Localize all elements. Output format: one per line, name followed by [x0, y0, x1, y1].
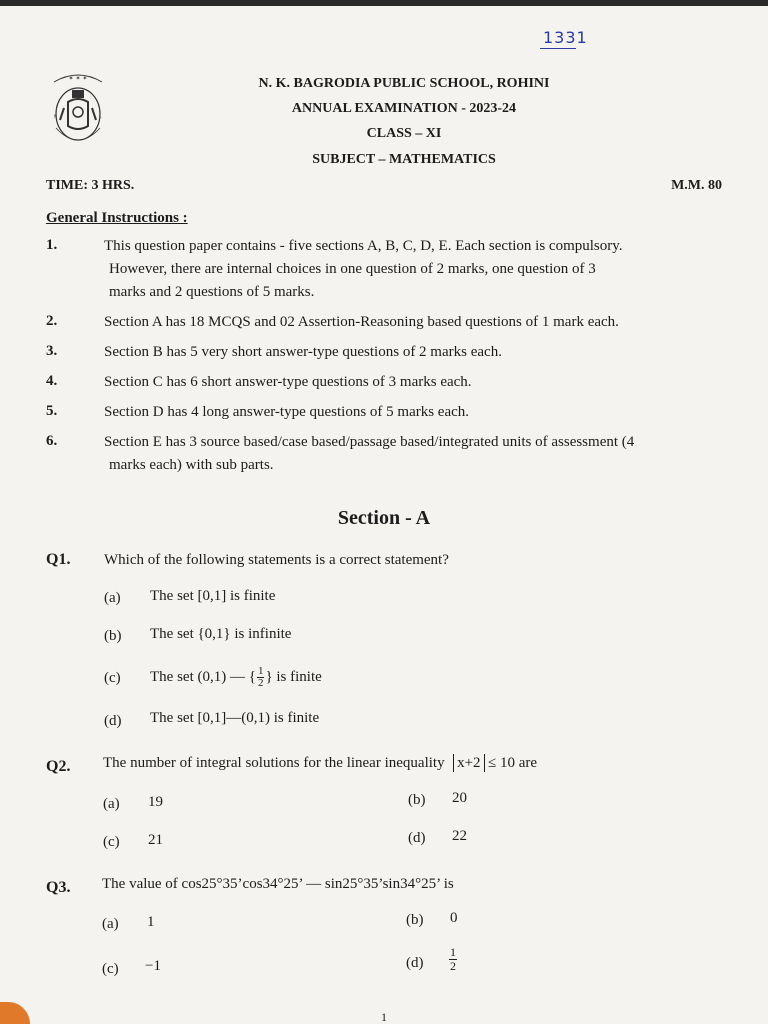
fraction-denominator: 2 [450, 959, 456, 973]
option-text: 1 [147, 914, 155, 930]
time-label: TIME: 3 HRS. [46, 178, 135, 193]
svg-text:N: N [54, 114, 57, 119]
instruction-line: Section E has 3 source based/case based/passage based/integrated units of assessment (4 [104, 434, 635, 450]
inequality-expression: x+2 [457, 755, 481, 771]
max-marks-label: M.M. 80 [671, 178, 722, 193]
option-text: The set {0,1} is infinite [150, 626, 292, 642]
section-title: Section - A [337, 507, 431, 529]
abs-bar-left [453, 754, 455, 772]
option-label: (a) [103, 796, 120, 812]
instruction-line: marks each) with sub parts. [109, 457, 274, 473]
option-label: (c) [102, 961, 119, 977]
instruction-number: 6. [46, 433, 58, 449]
abs-bar-right [484, 754, 486, 772]
question-text [103, 750, 537, 776]
option-text: The set [0,1]—(0,1) is finite [150, 710, 320, 726]
question-text: Which of the following statements is a correct statement? [104, 552, 449, 568]
instruction-number: 2. [46, 313, 58, 329]
instructions-title: General Instructions : [46, 210, 188, 226]
option-text: 20 [452, 790, 467, 806]
page-corner [0, 1002, 30, 1024]
svg-text:✶ ✶ ✶: ✶ ✶ ✶ [68, 75, 88, 82]
option-fraction-wrap [448, 946, 458, 973]
instruction-line: However, there are internal choices in one question of 2 marks, one question of 3 [109, 261, 596, 277]
exam-title: ANNUAL EXAMINATION - 2023-24 [291, 101, 517, 116]
option-text: 19 [148, 794, 163, 810]
option-text: The set [0,1] is finite [150, 588, 276, 604]
option-text: 21 [148, 832, 163, 848]
handwritten-underline [540, 48, 576, 49]
class-label: CLASS – XI [366, 126, 442, 141]
fraction-denominator: 2 [257, 676, 264, 689]
option-label: (c) [103, 834, 120, 850]
fraction [257, 666, 265, 689]
option-label: (b) [104, 628, 122, 644]
instruction-line: Section B has 5 very short answer-type questions of 2 marks each. [104, 344, 502, 360]
instruction-number: 5. [46, 403, 58, 419]
option-text-start: The set (0,1) — { [150, 668, 256, 685]
instruction-number: 4. [46, 373, 58, 389]
option-text: 22 [452, 828, 467, 844]
option-label: (d) [104, 713, 122, 729]
instruction-line: Section C has 6 short answer-type questions of 3 marks each. [104, 374, 472, 390]
option-text-end: } is finite [265, 668, 322, 685]
instruction-number: 1. [46, 237, 58, 253]
question-number: Q2. [46, 758, 71, 775]
option-label: (c) [104, 670, 121, 686]
instruction-line: Section A has 18 MCQS and 02 Assertion-Reasoning based questions of 1 mark each. [104, 314, 619, 330]
page-number: 1 [381, 1010, 387, 1024]
option-label: (b) [408, 792, 426, 808]
question-text-start: The number of integral solutions for the linear inequality [103, 755, 445, 771]
option-label: (d) [406, 955, 424, 971]
svg-text:L: L [99, 114, 102, 119]
instruction-line: This question paper contains - five sections A, B, C, D, E. Each section is compulsory. [104, 238, 623, 254]
handwritten-number: 1331 [543, 28, 588, 47]
fraction-numerator: 1 [257, 664, 264, 677]
option-text: −1 [145, 958, 161, 974]
option-label: (b) [406, 912, 424, 928]
instruction-line: Section D has 4 long answer-type questions of 5 marks each. [104, 404, 470, 420]
school-name: N. K. BAGRODIA PUBLIC SCHOOL, ROHINI [258, 76, 550, 91]
subject-label: SUBJECT – MATHEMATICS [312, 152, 496, 167]
instruction-number: 3. [46, 343, 58, 359]
fraction-numerator: 1 [450, 945, 456, 959]
option-label: (a) [104, 590, 121, 606]
fraction [449, 946, 457, 973]
question-text: The value of cos25°35’cos34°25’ — sin25°35’sin34°25’ is [102, 876, 454, 892]
option-label: (d) [408, 830, 426, 846]
option-text: 0 [450, 910, 458, 926]
option-text [150, 662, 322, 692]
question-number: Q3. [46, 879, 71, 896]
question-number: Q1. [46, 551, 71, 568]
question-text-end: ≤ 10 are [488, 755, 538, 771]
option-label: (a) [102, 916, 119, 932]
instruction-line: marks and 2 questions of 5 marks. [109, 284, 315, 300]
